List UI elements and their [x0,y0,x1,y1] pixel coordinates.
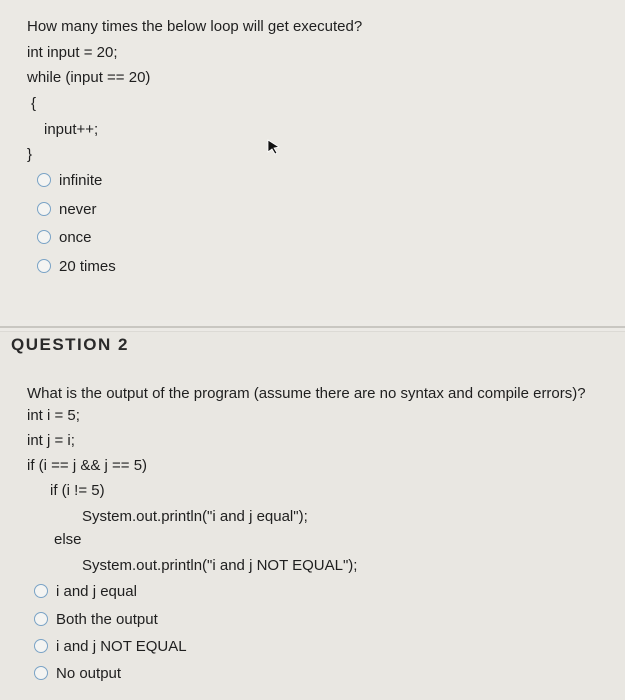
q1-option-once-label[interactable]: once [59,229,92,246]
q2-option-both-label[interactable]: Both the output [56,611,158,628]
q2-option-not-equal-radio[interactable] [34,639,48,653]
question-1-prompt: How many times the below loop will get executed? [27,18,363,35]
q2-code-line-6: else [54,531,82,548]
q1-code-line-2: while (input == 20) [27,69,151,86]
question-2-prompt: What is the output of the program (assume there are no syntax and compile errors)? [27,385,586,402]
q2-code-line-2: int j = i; [27,432,75,449]
q2-option-both-radio[interactable] [34,612,48,626]
q1-option-infinite-label[interactable]: infinite [59,172,103,189]
q1-option-once-radio[interactable] [37,230,51,244]
q2-option-equal-label[interactable]: i and j equal [56,583,137,600]
q1-code-line-1: int input = 20; [27,44,118,61]
q2-code-line-3: if (i == j && j == 5) [27,457,148,474]
q1-option-20-times-radio[interactable] [37,259,51,273]
q2-code-line-5: System.out.println("i and j equal"); [82,508,308,525]
q2-option-no-output-label[interactable]: No output [56,665,122,682]
q1-code-line-5: } [27,146,33,163]
mouse-pointer-icon [264,137,284,162]
q2-code-line-4: if (i != 5) [50,482,105,499]
q1-option-never-radio[interactable] [37,202,51,216]
q1-option-never-label[interactable]: never [59,201,97,218]
q1-option-infinite-radio[interactable] [37,173,51,187]
q2-code-line-1: int i = 5; [27,407,80,424]
q2-option-not-equal-label[interactable]: i and j NOT EQUAL [56,638,187,655]
q1-option-20-times-label[interactable]: 20 times [59,258,116,275]
question-2-heading: QUESTION 2 [11,335,129,354]
q1-code-line-4: input++; [44,121,99,138]
q2-option-equal-radio[interactable] [34,584,48,598]
q2-code-line-7: System.out.println("i and j NOT EQUAL"); [82,557,358,574]
question-divider [0,326,625,328]
q2-option-no-output-radio[interactable] [34,666,48,680]
q1-code-line-3: { [31,95,37,112]
